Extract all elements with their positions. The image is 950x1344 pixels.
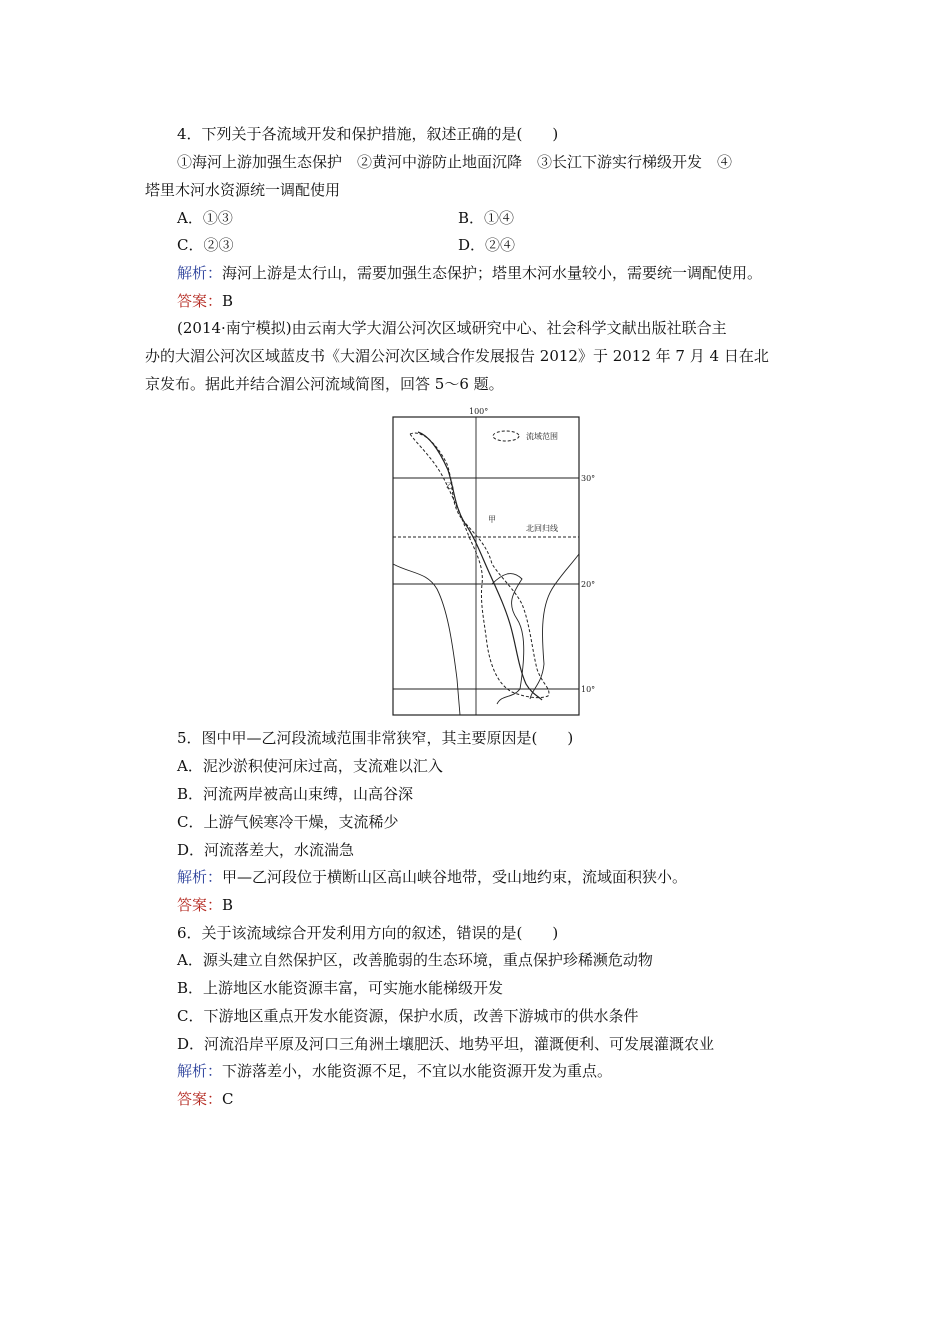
answer-label: 答案： [177, 1090, 223, 1108]
q5-choice-b: B．河流两岸被高山束缚，山高谷深 [177, 785, 414, 803]
lat-30-label: 30° [581, 474, 596, 483]
q5-choice-d: D．河流落差大，水流湍急 [177, 841, 355, 859]
answer-value: C [222, 1090, 234, 1108]
q6-stem: 6．关于该流域综合开发利用方向的叙述，错误的是( ) [177, 924, 559, 942]
intro-line3: 京发布。据此并结合湄公河流域简图，回答 5～6 题。 [145, 375, 504, 393]
legend-symbol [493, 431, 519, 441]
q6-choice-c: C．下游地区重点开发水能资源，保护水质，改善下游城市的供水条件 [177, 1007, 639, 1025]
answer-label: 答案： [177, 292, 223, 310]
q6-choice-d: D．河流沿岸平原及河口三角洲土壤肥沃、地势平坦，灌溉便利、可发展灌溉农业 [177, 1035, 715, 1053]
q4-choice-d: D．②④ [458, 236, 516, 254]
q5-choice-a: A．泥沙淤积使河床过高，支流难以汇入 [177, 757, 443, 775]
coastline-east [492, 574, 524, 704]
q4-answer [177, 291, 233, 311]
q6-answer [177, 1089, 234, 1109]
tropic-label: 北回归线 [526, 524, 558, 533]
legend-label: 流域范围 [526, 432, 558, 441]
longitude-label: 100° [469, 407, 489, 416]
label-yi: 乙 [446, 481, 454, 490]
coastline-vietnam [530, 554, 579, 699]
q4-analysis [177, 263, 762, 283]
lat-20-label: 20° [581, 580, 596, 589]
analysis-text: 甲—乙河段位于横断山区高山峡谷地带，受山地约束，流域面积狭小。 [222, 868, 688, 886]
q4-options-line1: ①海河上游加强生态保护 ②黄河中游防止地面沉降 ③长江下游实行梯级开发 ④ [177, 153, 733, 171]
analysis-label: 解析： [177, 264, 223, 282]
q4-choice-b: B．①④ [458, 209, 515, 227]
q6-choice-b: B．上游地区水能资源丰富，可实施水能梯级开发 [177, 979, 504, 997]
mekong-basin-map [392, 404, 596, 717]
map-svg [392, 404, 596, 717]
coastline-west [393, 564, 460, 715]
analysis-label: 解析： [177, 1062, 223, 1080]
analysis-text: 海河上游是太行山，需要加强生态保护；塔里木河水量较小，需要统一调配使用。 [222, 264, 763, 282]
q4-stem: 4．下列关于各流域开发和保护措施，叙述正确的是( ) [177, 125, 559, 143]
basin-boundary [410, 433, 549, 698]
q4-choice-c: C．②③ [177, 236, 234, 254]
q5-answer [177, 895, 233, 915]
answer-label: 答案： [177, 896, 223, 914]
q5-analysis [177, 867, 687, 887]
answer-value: B [222, 896, 234, 914]
q4-options-line2: 塔里木河水资源统一调配使用 [145, 181, 341, 199]
answer-value: B [222, 292, 234, 310]
q5-stem: 5．图中甲—乙河段流域范围非常狭窄，其主要原因是( ) [177, 729, 574, 747]
lat-10-label: 10° [581, 685, 596, 694]
q6-choice-a: A．源头建立自然保护区，改善脆弱的生态环境，重点保护珍稀濒危动物 [177, 951, 653, 969]
analysis-text: 下游落差小，水能资源不足，不宜以水能资源开发为重点。 [222, 1062, 613, 1080]
q6-analysis [177, 1061, 612, 1081]
q5-choice-c: C．上游气候寒冷干燥，支流稀少 [177, 813, 399, 831]
intro-line1: (2014·南宁模拟)由云南大学大湄公河次区域研究中心、社会科学文献出版社联合主 [177, 319, 727, 337]
analysis-label: 解析： [177, 868, 223, 886]
intro-line2: 办的大湄公河次区域蓝皮书《大湄公河次区域合作发展报告 2012》于 2012 年 7 月 4 日在北 [145, 347, 769, 365]
label-jia: 甲 [488, 515, 496, 524]
q4-choice-a: A．①③ [177, 209, 233, 227]
